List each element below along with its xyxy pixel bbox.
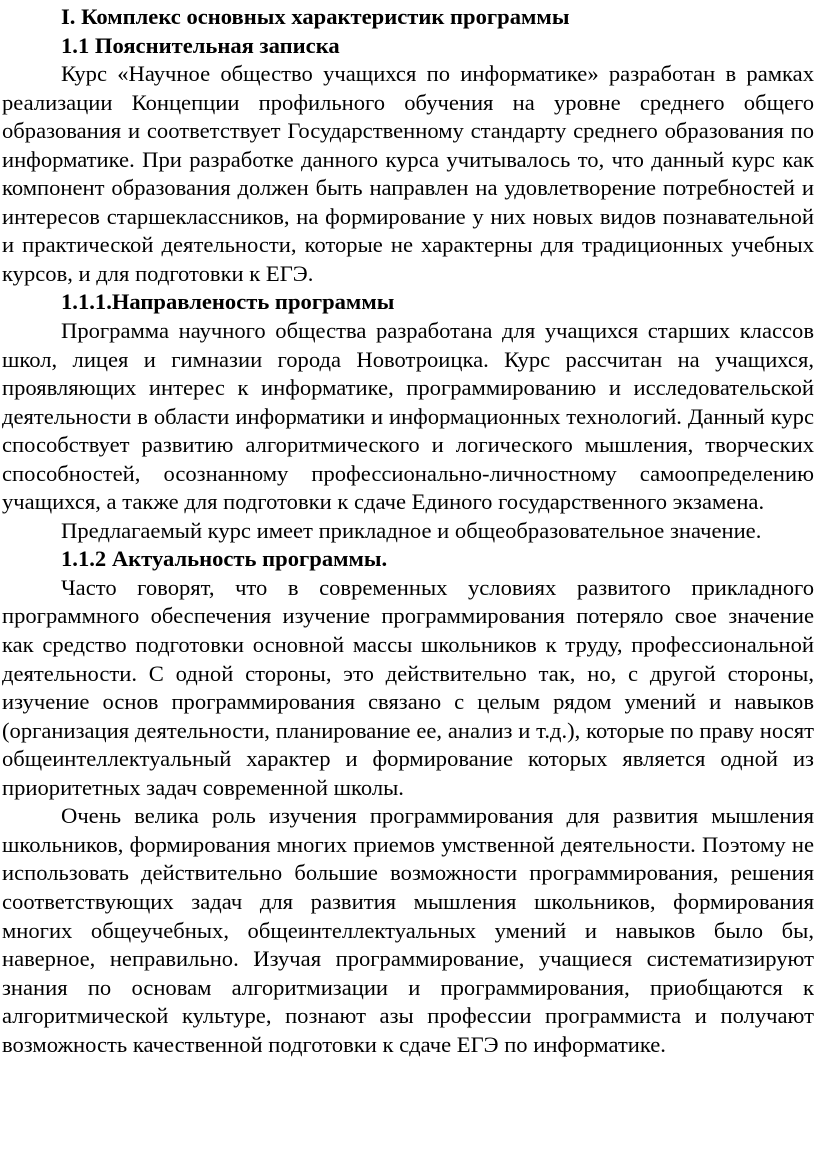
section-title: I. Комплекс основных характеристик программы — [61, 4, 570, 29]
subsection-heading-explanatory-note: 1.1 Пояснительная записка — [61, 32, 340, 58]
paragraph-programming-relevance: Часто говорят, что в современных условиях развитого прикладного программного обеспечения изучение программирования потеряло свое значение как средство подготовки основной массы школьников к труду, профессиональной деятельности. С одной стороны, это действительно так, но, с другой стороны, изучение основ программирования связано с целым рядом умений и навыков (организация деятельности, планирование ее, анализ и т.д.), которые по праву носят общеинтеллектуальный характер и формирование которых является одной из приоритетных задач современной школы. — [2, 574, 814, 800]
subsection-heading-program-orientation: 1.1.1.Направленость программы — [61, 289, 395, 315]
paragraph-thinking-development: Очень велика роль изучения программирования для развития мышления школьников, формирования многих приемов умственной деятельности. Поэтому не использовать действительно большие возможности программирования, решения соответствующих задач для развития мышления школьников, формирования многих общеучебных, общеинтеллектуальных умений и навыков было бы, наверное, неправильно. Изучая программирование, учащиеся систематизируют знания по основам алгоритмизации и программирования, приобщаются к алгоритмической культуре, познают азы профессии программиста и получают возможность качественной подготовки к сдаче ЕГЭ по информатике. — [2, 803, 814, 1057]
paragraph-course-significance: Предлагаемый курс имеет прикладное и общеобразовательное значение. — [61, 517, 762, 543]
subsection-heading-relevance: 1.1.2 Актуальность программы. — [61, 546, 388, 572]
paragraph-course-description: Курс «Научное общество учащихся по информатике» разработан в рамках реализации Концепции профильного обучения на уровне среднего общего образования и соответствует Государственному стандарту среднего образования по информатике. При разработке данного курса учитывалось то, что данный курс как компонент образования должен быть направлен на удовлетворение потребностей и интересов старшеклассников, на формирование у них новых видов познавательной и практической деятельности, которые не характерны для традиционных учебных курсов, и для подготовки к ЕГЭ. — [2, 61, 814, 286]
paragraph-program-audience: Программа научного общества разработана для учащихся старших классов школ, лицея и гимназии города Новотроицка. Курс рассчитан на учащихся, проявляющих интерес к информатике, программированию и исследовательской деятельности в области информатики и информационных технологий. Данный курс способствует развитию алгоритмического и логического мышления, творческих способностей, осознанному профессионально-личностному самоопределению учащихся, а также для подготовки к сдаче Единого государственного экзамена. — [2, 318, 814, 515]
